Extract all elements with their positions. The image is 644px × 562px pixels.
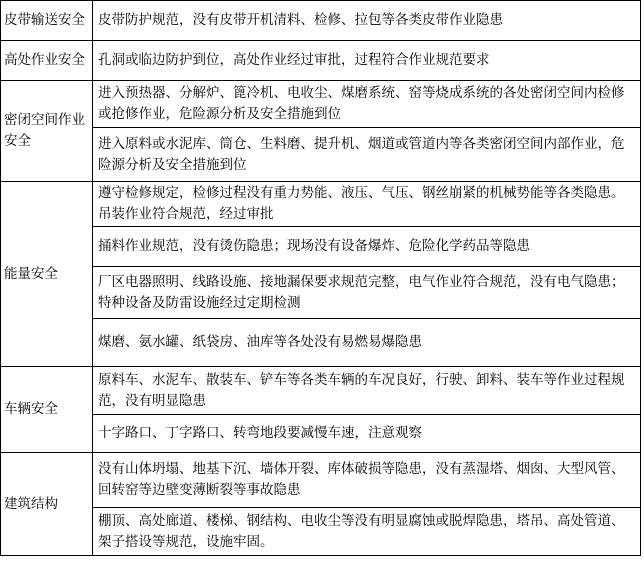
table-row-confined-space — [1, 128, 641, 182]
table-row-energy — [1, 319, 641, 367]
table-row-energy — [1, 227, 641, 267]
table-row-building-structure — [1, 508, 641, 556]
item-cell: 进入预热器、分解炉、篦冷机、电收尘、煤磨系统、窑等烧成系统的各处密闭空间内检修或抢修作业，危险源分析及安全措施到位 — [93, 81, 641, 128]
category-cell-building-structure: 建筑结构 — [1, 453, 93, 556]
item-cell: 煤磨、氨水罐、纸袋房、油库等各处没有易燃易爆隐患 — [93, 319, 641, 367]
table-row-confined-space — [1, 81, 641, 128]
item-cell: 捅料作业规范，没有烫伤隐患；现场没有设备爆炸、危险化学药品等隐患 — [93, 227, 641, 267]
category-cell-work-at-height: 高处作业安全 — [1, 41, 93, 81]
table-row-belt-conveyor — [1, 1, 641, 41]
category-cell-belt-conveyor: 皮带输送安全 — [1, 1, 93, 41]
item-cell: 皮带防护规范，没有皮带开机清料、检修、拉包等各类皮带作业隐患 — [93, 1, 641, 41]
category-cell-confined-space: 密闭空间作业安全 — [1, 81, 93, 182]
item-cell: 没有山体坍塌、地基下沉、墙体开裂、库体破损等隐患，没有蒸湿塔、烟囱、大型风管、回转窑等边壁变薄断裂等事故隐患 — [93, 453, 641, 508]
table-row-building-structure — [1, 453, 641, 508]
item-cell: 孔洞或临边防护到位，高处作业经过审批，过程符合作业规范要求 — [93, 41, 641, 81]
item-cell: 遵守检修规定，检修过程没有重力势能、液压、气压、钢丝崩紧的机械势能等各类隐患。吊装作业符合规范，经过审批 — [93, 182, 641, 227]
item-cell: 十字路口、丁字路口、转弯地段要减慢车速，注意观察 — [93, 415, 641, 453]
table-row-vehicle — [1, 367, 641, 415]
item-cell: 进入原料或水泥库、筒仓、生料磨、提升机、烟道或管道内等各类密闭空间内部作业，危险源分析及安全措施到位 — [93, 128, 641, 182]
table-row-work-at-height — [1, 41, 641, 81]
category-cell-energy: 能量安全 — [1, 182, 93, 367]
category-cell-vehicle: 车辆安全 — [1, 367, 93, 453]
table-row-vehicle — [1, 415, 641, 453]
table-row-energy — [1, 182, 641, 227]
table-row-energy — [1, 267, 641, 319]
item-cell: 原料车、水泥车、散装车、铲车等各类车辆的车况良好，行驶、卸料、装车等作业过程规范，没有明显隐患 — [93, 367, 641, 415]
item-cell: 棚顶、高处廊道、楼梯、钢结构、电收尘等没有明显腐蚀或脱焊隐患，塔吊、高处管道、架子搭设等规范，设施牢固。 — [93, 508, 641, 556]
item-cell: 厂区电器照明、线路设施、接地漏保要求规范完整，电气作业符合规范，没有电气隐患；特种设备及防雷设施经过定期检测 — [93, 267, 641, 319]
